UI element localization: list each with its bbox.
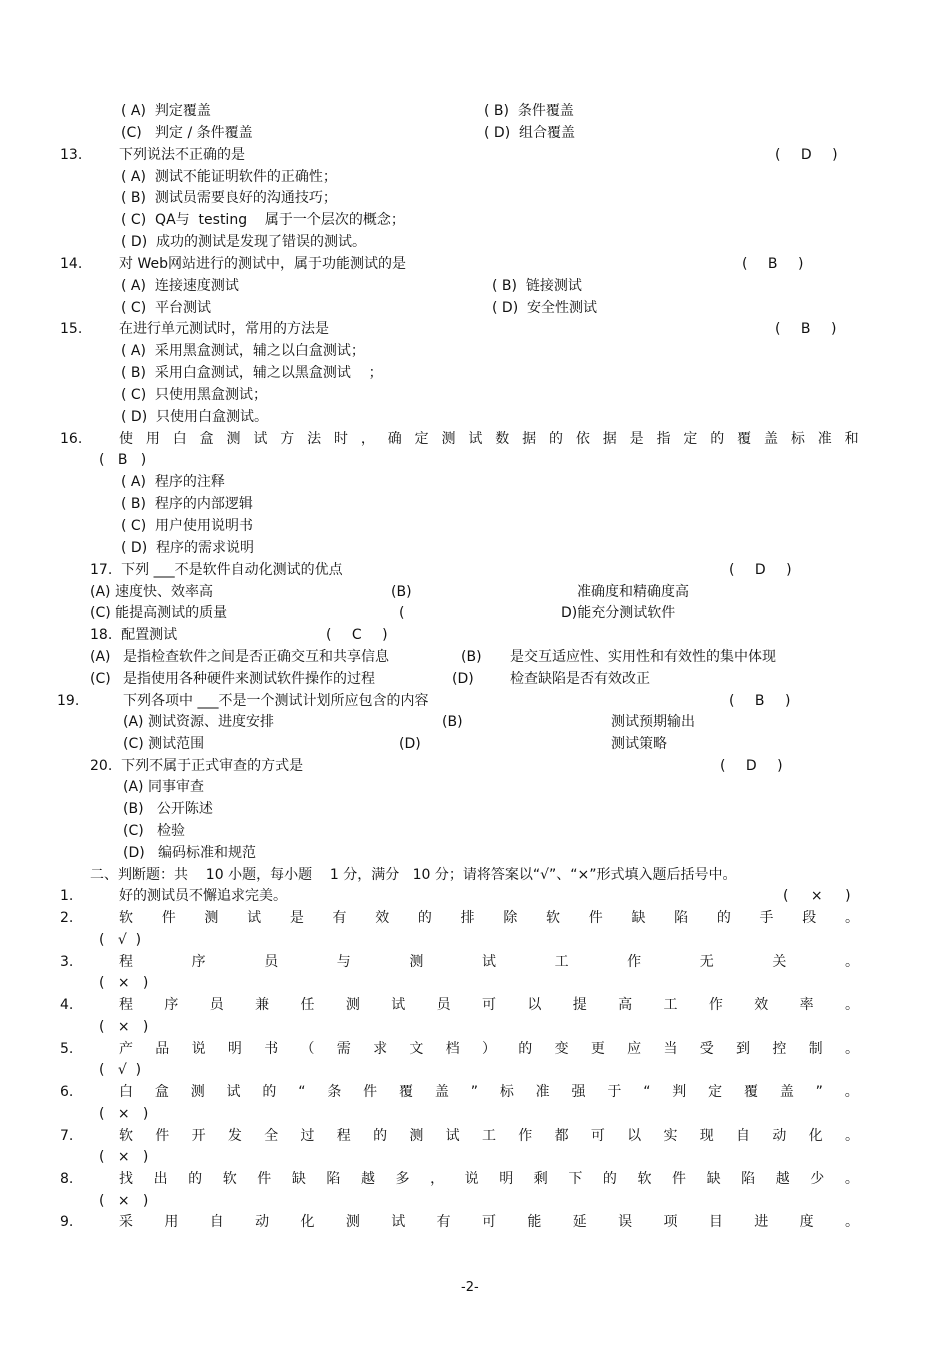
statement-char: 序 — [164, 997, 179, 1013]
statement-char: 发 — [227, 1128, 242, 1144]
answer-bracket: ( D ) — [729, 562, 792, 578]
option-b-tag: (B) — [391, 584, 412, 600]
answer-bracket: ( B ) — [729, 693, 791, 709]
answer-bracket: ( D ) — [720, 758, 783, 774]
option-a: ( A) 采用黑盒测试，辅之以白盒测试； — [121, 343, 365, 359]
option-a-tag: (A) — [90, 649, 111, 665]
question-number: 15. — [60, 321, 83, 337]
statement-text — [119, 1127, 859, 1145]
option-a: (A) 测试资源、进度安排 — [123, 714, 274, 730]
statement-char: 动 — [772, 1128, 787, 1144]
statement-char: ” — [815, 1084, 823, 1100]
statement-char: “ — [298, 1084, 306, 1100]
option-a: ( A) 连接速度测试 — [121, 278, 239, 294]
answer-bracket: ( × ) — [783, 888, 851, 904]
statement-char: 的 — [417, 910, 432, 926]
statement-char: 剩 — [533, 1171, 548, 1187]
option-d: ( D) 安全性测试 — [492, 300, 598, 316]
statement-char: 缺 — [291, 1171, 306, 1187]
statement-char: 现 — [699, 1128, 714, 1144]
statement-char: 可 — [482, 997, 496, 1013]
answer-bracket: ( × ) — [99, 1149, 149, 1165]
statement-char: 过 — [300, 1128, 315, 1144]
statement-char: 员 — [264, 954, 279, 970]
statement-char: 确 — [387, 431, 402, 447]
statement-char: 软 — [119, 1128, 133, 1144]
statement-char: 覆 — [399, 1084, 414, 1100]
statement-char: 陷 — [741, 1171, 756, 1187]
answer-bracket: ( √ ) — [99, 932, 142, 948]
statement-char: 测 — [345, 997, 360, 1013]
option-c: ( C) 用户使用说明书 — [121, 518, 254, 534]
statement-char: （ — [300, 1041, 315, 1057]
statement-char: 时 — [334, 431, 348, 447]
option-b: ( B) 采用白盒测试，辅之以黑盒测试 ； — [121, 365, 383, 381]
statement-char: 软 — [119, 910, 133, 926]
question-number: 3. — [60, 954, 74, 970]
statement-char: 采 — [119, 1214, 133, 1230]
statement-char: 的 — [518, 1041, 533, 1057]
statement-char: 程 — [336, 1128, 351, 1144]
option-d: D)能充分测试软件 — [561, 605, 676, 621]
statement-char: 强 — [571, 1084, 586, 1100]
option-d: 检查缺陷是否有效改正 — [510, 671, 650, 687]
option-b: ( B) 条件覆盖 — [484, 103, 574, 119]
statement-char: 标 — [790, 431, 805, 447]
option-a: 是指检查软件之间是否正确交互和共享信息 — [123, 649, 389, 665]
statement-char: 据 — [522, 431, 537, 447]
statement-char: 进 — [754, 1214, 769, 1230]
statement-char: 制 — [808, 1041, 823, 1057]
page-number: -2- — [461, 1280, 479, 1295]
statement-char: 。 — [844, 1084, 859, 1100]
statement-char: 越 — [360, 1171, 375, 1187]
statement-char: 提 — [572, 997, 587, 1013]
answer-bracket: ( C ) — [326, 627, 388, 643]
answer-bracket: ( × ) — [99, 1106, 149, 1122]
question-number: 2. — [60, 910, 74, 926]
statement-char: 盖 — [434, 1084, 449, 1100]
option-b: 准确度和精确度高 — [577, 584, 689, 600]
statement-char: 多 — [395, 1171, 410, 1187]
statement-char: 软 — [637, 1171, 652, 1187]
statement-text — [119, 953, 859, 971]
statement-char: 试 — [247, 910, 262, 926]
option-a: (A) 同事审查 — [123, 779, 204, 795]
statement-char: 测 — [409, 954, 424, 970]
option-c: ( C) 只使用黑盒测试； — [121, 387, 268, 403]
statement-char: 盖 — [779, 1084, 794, 1100]
statement-char: 试 — [445, 1128, 460, 1144]
option-c: (C) 判定 / 条件覆盖 — [121, 125, 253, 141]
statement-char: 员 — [209, 997, 224, 1013]
answer-bracket: ( B ) — [775, 321, 837, 337]
answer-bracket: ( D ) — [775, 147, 838, 163]
question-number: 9. — [60, 1214, 74, 1230]
statement-char: 率 — [799, 997, 814, 1013]
statement-char: 控 — [772, 1041, 787, 1057]
question-stem: 下列各项中 ___不是一个测试计划所应包含的内容 — [123, 693, 429, 709]
statement-text — [119, 1040, 859, 1058]
option-b: ( B) 程序的内部逻辑 — [121, 496, 253, 512]
statement-char: 的 — [188, 1171, 203, 1187]
statement-char: 测 — [409, 1128, 424, 1144]
statement-text — [119, 909, 859, 927]
option-d-tag: (D) — [452, 671, 474, 687]
option-b-tag: (B) — [461, 649, 482, 665]
statement-char: ” — [470, 1084, 478, 1100]
statement-char: 缺 — [706, 1171, 721, 1187]
option-d: 测试策略 — [611, 736, 667, 752]
statement-char: 兼 — [255, 997, 270, 1013]
option-c: (C) 能提高测试的质量 — [90, 605, 228, 621]
option-d: ( D) 只使用白盒测试。 — [121, 409, 269, 425]
statement-char: 试 — [391, 997, 406, 1013]
statement-char: 缺 — [631, 910, 646, 926]
statement-char: 的 — [716, 910, 731, 926]
statement-char: 。 — [844, 910, 859, 926]
option-c: 是指使用各种硬件来测试软件操作的过程 — [123, 671, 375, 687]
statement-char: 白 — [119, 1084, 133, 1100]
statement-char: 关 — [772, 954, 787, 970]
answer-bracket: ( × ) — [99, 975, 149, 991]
statement-char: 是 — [629, 431, 644, 447]
statement-char: 试 — [391, 1214, 406, 1230]
statement-char: 说 — [464, 1171, 479, 1187]
option-a: (A) 速度快、效率高 — [90, 584, 213, 600]
statement-char: 件 — [588, 910, 603, 926]
option-c: ( C) 平台测试 — [121, 300, 212, 316]
statement-text: 好的测试员不懈追求完美。 — [119, 888, 287, 904]
statement-char: 员 — [436, 997, 451, 1013]
statement-char: 盖 — [764, 431, 778, 447]
statement-char: 指 — [656, 431, 671, 447]
statement-char: 测 — [204, 910, 219, 926]
answer-bracket: ( B ) — [742, 256, 804, 272]
question-number: 8. — [60, 1171, 74, 1187]
question-number: 5. — [60, 1041, 74, 1057]
question-number: 6. — [60, 1084, 74, 1100]
statement-char: 判 — [672, 1084, 687, 1100]
statement-char: 法 — [307, 431, 322, 447]
statement-char: 到 — [736, 1041, 751, 1057]
statement-char: 测 — [441, 431, 456, 447]
statement-char: 的 — [373, 1128, 388, 1144]
statement-char: 段 — [802, 910, 817, 926]
statement-text — [119, 1170, 859, 1188]
statement-char: 产 — [119, 1041, 133, 1057]
statement-char: 用 — [145, 431, 160, 447]
statement-char: 受 — [699, 1041, 714, 1057]
statement-char: 书 — [264, 1041, 279, 1057]
statement-char: 作 — [518, 1128, 533, 1144]
statement-char: 是 — [289, 910, 304, 926]
statement-text — [119, 996, 859, 1014]
statement-char: 程 — [119, 954, 133, 970]
statement-char: 。 — [844, 1041, 859, 1057]
option-d: ( D) 程序的需求说明 — [121, 540, 255, 556]
question-stem: 在进行单元测试时，常用的方法是 — [119, 321, 329, 337]
statement-char: “ — [643, 1084, 651, 1100]
option-c-tag: (C) — [90, 671, 111, 687]
option-b: (B) 公开陈述 — [123, 801, 213, 817]
statement-char: 作 — [708, 997, 723, 1013]
statement-char: 依 — [575, 431, 590, 447]
statement-char: 能 — [527, 1214, 542, 1230]
statement-char: 条 — [327, 1084, 342, 1100]
option-a: ( A) 程序的注释 — [121, 474, 225, 490]
statement-char: 可 — [590, 1128, 605, 1144]
statement-char: 的 — [710, 431, 725, 447]
statement-char: 。 — [844, 1171, 859, 1187]
question-stem: 下列说法不正确的是 — [119, 147, 245, 163]
option-d: (D) 编码标准和规范 — [123, 845, 257, 861]
answer-bracket: ( B ) — [99, 452, 147, 468]
statement-char: 定 — [708, 1084, 723, 1100]
option-c: (C) 检验 — [123, 823, 186, 839]
statement-char: 任 — [300, 997, 315, 1013]
option-d-tag: ( — [399, 605, 405, 621]
question-number: 1. — [60, 888, 74, 904]
statement-char: 白 — [172, 431, 187, 447]
statement-char: 。 — [845, 1214, 859, 1230]
statement-char: 都 — [554, 1128, 569, 1144]
statement-char: 自 — [736, 1128, 751, 1144]
option-c: ( C) QA与 testing 属于一个层次的概念； — [121, 212, 405, 228]
statement-char: 目 — [708, 1214, 723, 1230]
option-a: ( A) 测试不能证明软件的正确性； — [121, 169, 337, 185]
statement-char: 工 — [663, 997, 678, 1013]
statement-char: 当 — [663, 1041, 678, 1057]
answer-bracket: ( √ ) — [99, 1062, 142, 1078]
statement-char: 效 — [375, 910, 390, 926]
statement-char: 软 — [546, 910, 561, 926]
statement-char: 于 — [607, 1084, 622, 1100]
question-number: 7. — [60, 1128, 74, 1144]
statement-char: 越 — [775, 1171, 790, 1187]
statement-char: 应 — [627, 1041, 642, 1057]
statement-char: 化 — [808, 1128, 823, 1144]
statement-char: 有 — [436, 1214, 451, 1230]
statement-char: 准 — [535, 1084, 550, 1100]
statement-char: 。 — [844, 954, 859, 970]
statement-char: 的 — [602, 1171, 617, 1187]
statement-char: 覆 — [737, 431, 752, 447]
statement-char: 试 — [226, 1084, 241, 1100]
option-b: ( B) 链接测试 — [492, 278, 582, 294]
statement-char: 求 — [373, 1041, 388, 1057]
statement-char: 定 — [683, 431, 698, 447]
statement-char: 工 — [554, 954, 569, 970]
statement-char: 更 — [590, 1041, 605, 1057]
statement-char: 序 — [191, 954, 206, 970]
question-stem: 18. 配置测试 — [90, 627, 178, 643]
option-b-tag: (B) — [442, 714, 463, 730]
statement-char: 测 — [345, 1214, 360, 1230]
statement-char: 全 — [264, 1128, 279, 1144]
statement-char: 除 — [503, 910, 518, 926]
statement-char: 档 — [445, 1041, 460, 1057]
statement-char: 软 — [222, 1171, 237, 1187]
question-number: 13. — [60, 147, 83, 163]
statement-char: 。 — [845, 997, 859, 1013]
statement-char: 陷 — [326, 1171, 341, 1187]
statement-char: 数 — [495, 431, 510, 447]
statement-char: 项 — [663, 1214, 678, 1230]
option-c: (C) 测试范围 — [123, 736, 205, 752]
statement-char: 少 — [810, 1171, 825, 1187]
statement-char: 无 — [699, 954, 714, 970]
statement-text — [119, 1083, 859, 1101]
question-stem: 对 Web网站进行的测试中，属于功能测试的是 — [119, 256, 406, 272]
statement-text — [119, 1213, 859, 1231]
statement-char: 开 — [191, 1128, 206, 1144]
statement-char: 准 — [817, 431, 832, 447]
statement-char: 和 — [844, 431, 859, 447]
statement-char: ， — [430, 1171, 445, 1187]
statement-char: 标 — [499, 1084, 514, 1100]
statement-char: 定 — [414, 431, 429, 447]
statement-char: 测 — [190, 1084, 205, 1100]
question-number: 19. — [57, 693, 80, 709]
statement-char: ） — [481, 1041, 496, 1057]
answer-bracket: ( × ) — [99, 1193, 149, 1209]
statement-char: 。 — [844, 1128, 859, 1144]
statement-char: 程 — [119, 997, 133, 1013]
statement-char: 度 — [799, 1214, 814, 1230]
statement-char: 的 — [262, 1084, 277, 1100]
statement-char: 延 — [572, 1214, 587, 1230]
statement-char: 找 — [119, 1171, 133, 1187]
statement-char: 工 — [481, 1128, 496, 1144]
statement-char: 的 — [549, 431, 563, 447]
statement-char: 件 — [672, 1171, 686, 1187]
statement-char: 手 — [759, 910, 774, 926]
statement-char: 件 — [363, 1084, 378, 1100]
option-d: ( D) 成功的测试是发现了错误的测试。 — [121, 234, 367, 250]
question-number: 4. — [60, 997, 74, 1013]
statement-char: 盒 — [199, 431, 214, 447]
statement-char: 与 — [336, 954, 351, 970]
statement-char: 盒 — [154, 1084, 169, 1100]
answer-bracket: ( × ) — [99, 1019, 149, 1035]
option-d-tag: (D) — [399, 736, 421, 752]
question-number: 16. — [60, 431, 83, 447]
statement-char: 变 — [554, 1041, 569, 1057]
question-stem: 20. 下列不属于正式审查的方式是 — [90, 758, 304, 774]
statement-char: 测 — [226, 431, 241, 447]
statement-char: 明 — [227, 1041, 242, 1057]
statement-char: 高 — [618, 997, 633, 1013]
statement-char: 化 — [300, 1214, 315, 1230]
statement-char: 用 — [164, 1214, 179, 1230]
section-heading: 二、判断题：共 10 小题，每小题 1 分，满分 10 分；请将答案以“√”、“×”形式填入题后括号中。 — [90, 867, 737, 883]
statement-char: 据 — [602, 431, 617, 447]
statement-char: 有 — [332, 910, 347, 926]
statement-char: 误 — [618, 1214, 633, 1230]
statement-char: 陷 — [674, 910, 689, 926]
statement-char: 方 — [280, 431, 295, 447]
statement-char: 排 — [460, 910, 475, 926]
statement-char: 使 — [119, 431, 133, 447]
option-b: ( B) 测试员需要良好的沟通技巧； — [121, 190, 337, 206]
option-b: 测试预期输出 — [611, 714, 695, 730]
statement-char: 实 — [663, 1128, 678, 1144]
question-stem — [119, 430, 859, 448]
statement-char: 覆 — [743, 1084, 758, 1100]
statement-char: ， — [360, 431, 375, 447]
statement-char: 件 — [155, 1128, 170, 1144]
statement-char: 自 — [209, 1214, 224, 1230]
statement-char: 需 — [336, 1041, 351, 1057]
statement-char: 出 — [153, 1171, 168, 1187]
question-stem: 17. 下列 ___不是软件自动化测试的优点 — [90, 562, 343, 578]
option-b: 是交互适应性、实用性和有效性的集中体现 — [510, 649, 776, 665]
statement-char: 作 — [627, 954, 642, 970]
statement-char: 件 — [161, 910, 176, 926]
statement-char: 动 — [255, 1214, 270, 1230]
statement-char: 品 — [155, 1041, 170, 1057]
statement-char: 明 — [499, 1171, 514, 1187]
option-a: ( A) 判定覆盖 — [121, 103, 211, 119]
statement-char: 可 — [482, 1214, 496, 1230]
statement-char: 试 — [468, 431, 483, 447]
statement-char: 以 — [627, 1128, 642, 1144]
option-d: ( D) 组合覆盖 — [484, 125, 576, 141]
statement-char: 文 — [409, 1041, 424, 1057]
statement-char: 件 — [257, 1171, 272, 1187]
statement-char: 试 — [253, 431, 268, 447]
statement-char: 说 — [191, 1041, 206, 1057]
statement-char: 下 — [568, 1171, 583, 1187]
statement-char: 试 — [481, 954, 496, 970]
statement-char: 效 — [754, 997, 769, 1013]
question-number: 14. — [60, 256, 83, 272]
statement-char: 以 — [527, 997, 542, 1013]
